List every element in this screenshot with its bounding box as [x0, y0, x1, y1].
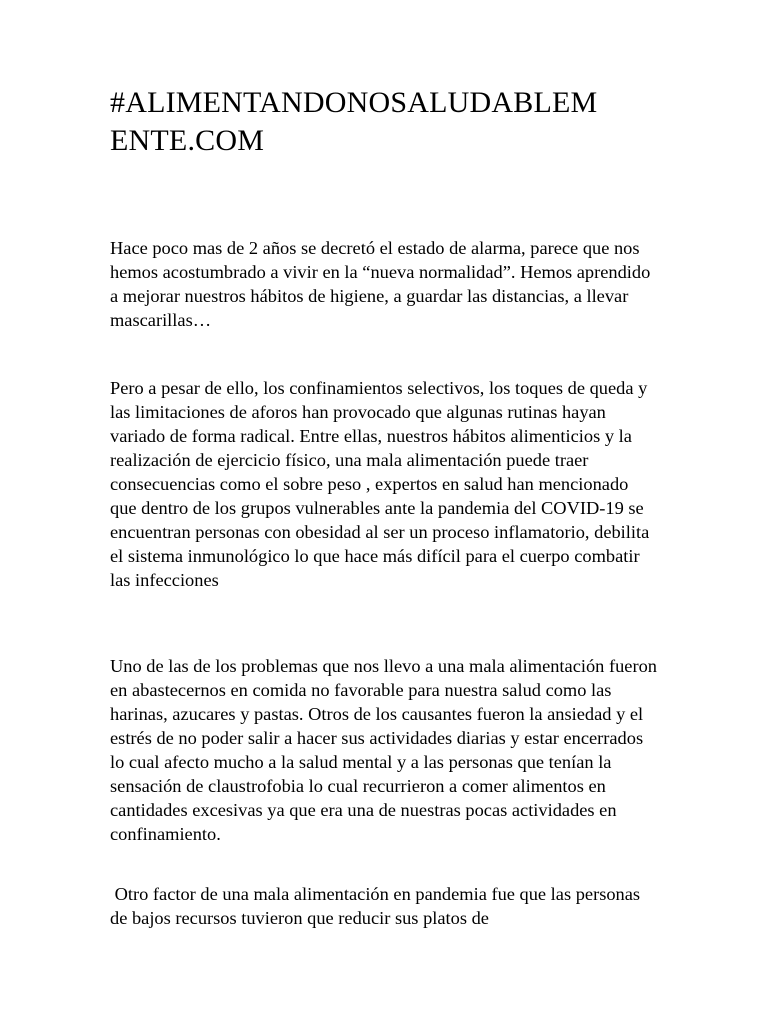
paragraph-3: Uno de las de los problemas que nos llevo a una mala alimentación fueron en abastecernos en comida no favorable para nuestra salud como las harinas, azucares y pastas. Otros de los causantes fueron la ansiedad y el estrés de no poder salir a hacer sus actividades diarias y estar encerrados lo cual afecto mucho a la salud mental y a las personas que tenían la sensación de claustrofobia lo cual recurrieron a comer alimentos en cantidades excesivas ya que era una de nuestras pocas actividades en confinamiento.	[110, 656, 657, 844]
paragraph-4: Otro factor de una mala alimentación en pandemia fue que las personas de bajos recursos tuvieron que reducir sus platos de	[110, 884, 645, 928]
paragraph-1: Hace poco mas de 2 años se decretó el estado de alarma, parece que nos hemos acostumbrado a vivir en la “nueva normalidad”. Hemos aprendido a mejorar nuestros hábitos de higiene, a guardar las distancias, a llevar mascarillas…	[110, 238, 651, 330]
title-line-2: ENTE.COM	[110, 124, 265, 157]
document-title	[110, 84, 670, 160]
title-line-1: #ALIMENTANDONOSALUDABLEM	[110, 86, 598, 119]
paragraph-2: Pero a pesar de ello, los confinamientos selectivos, los toques de queda y las limitaciones de aforos han provocado que algunas rutinas hayan variado de forma radical. Entre ellas, nuestros hábitos alimenticios y la realización de ejercicio físico, una mala alimentación puede traer consecuencias como el sobre peso , expertos en salud han mencionado que dentro de los grupos vulnerables ante la pandemia del COVID-19 se encuentran personas con obesidad al ser un proceso inflamatorio, debilita el sistema inmunológico lo que hace más difícil para el cuerpo combatir las infecciones	[110, 378, 650, 590]
